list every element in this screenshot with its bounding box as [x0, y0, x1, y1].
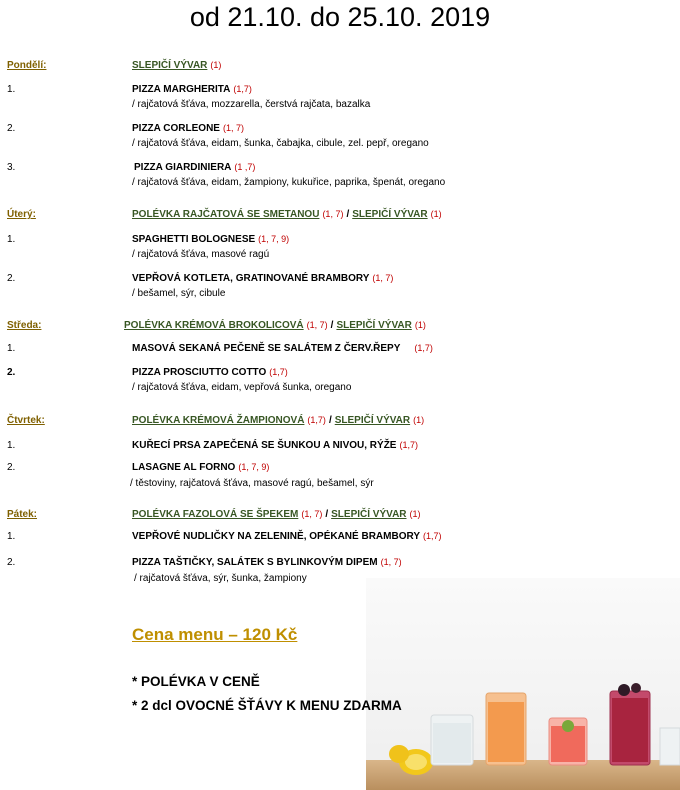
dish-description: / rajčatová šťáva, eidam, šunka, čabajka, cibule, zel. pepř, oregano [132, 138, 429, 149]
day-label-wednesday: Středa: [7, 320, 42, 331]
dish-title: LASAGNE AL FORNO [132, 462, 236, 473]
soup-name: POLÉVKA RAJČATOVÁ SE SMETANOU [132, 209, 320, 220]
dish-allergens: (1,7) [269, 367, 288, 377]
dish-title: VEPŘOVÉ NUDLIČKY NA ZELENINĚ, OPÉKANÉ BRAMBORY [132, 531, 420, 542]
dish-number: 2. [7, 557, 16, 568]
soup-name: SLEPIČÍ VÝVAR [334, 415, 411, 426]
soup-allergens: (1) [414, 320, 426, 330]
soup-allergens: (1,7) [307, 415, 326, 425]
dish-number: 3. [7, 162, 16, 173]
dish-name [132, 440, 418, 451]
dish-title: KUŘECÍ PRSA ZAPEČENÁ SE ŠUNKOU A NIVOU, RÝŽE [132, 440, 397, 451]
dish-number: 1. [7, 531, 16, 542]
soup-allergens: (1) [210, 60, 222, 70]
dish-name [134, 162, 255, 173]
soup-line-thursday [132, 415, 424, 426]
dish-description: / rajčatová šťáva, sýr, šunka, žampiony [134, 573, 307, 584]
dish-number: 2. [7, 273, 16, 284]
dish-title: PIZZA TAŠTIČKY, SALÁTEK S BYLINKOVÝM DIPEM [132, 557, 378, 568]
soup-name: POLÉVKA FAZOLOVÁ SE ŠPEKEM [132, 509, 299, 520]
dish-description: / bešamel, sýr, cibule [132, 288, 226, 299]
dish-title: PIZZA MARGHERITA [132, 84, 231, 95]
dish-description: / rajčatová šťáva, eidam, vepřová šunka, oregano [132, 382, 352, 393]
soup-line-wednesday [124, 320, 426, 331]
dish-number: 1. [7, 84, 16, 95]
day-label-friday: Pátek: [7, 509, 38, 520]
dish-allergens: (1, 7) [380, 557, 402, 567]
menu-price: Cena menu – 120 Kč [132, 625, 298, 644]
soup-line-friday [132, 509, 421, 520]
dish-allergens: (1, 7) [372, 273, 394, 283]
soup-allergens: (1, 7) [306, 320, 328, 330]
dish-name [132, 557, 402, 568]
dish-name [132, 462, 269, 473]
dish-allergens: (1 ,7) [234, 162, 256, 172]
dish-number: 1. [7, 234, 16, 245]
drinks-photo-illustration [366, 578, 680, 790]
dish-title: PIZZA GIARDINIERA [134, 162, 232, 173]
soup-allergens: (1) [409, 509, 421, 519]
dish-name [132, 123, 244, 134]
dish-allergens: (1, 7) [222, 123, 244, 133]
dish-number: 2. [7, 367, 16, 378]
note-free-juice: * 2 dcl OVOCNÉ ŠŤÁVY K MENU ZDARMA [132, 698, 402, 713]
dish-title: MASOVÁ SEKANÁ PEČENĚ SE SALÁTEM Z ČERV.ŘEPY [132, 343, 401, 354]
dish-number: 1. [7, 440, 16, 451]
menu-title: od 21.10. do 25.10. 2019 [189, 2, 491, 32]
dish-title: VEPŘOVÁ KOTLETA, GRATINOVANÉ BRAMBORY [132, 273, 370, 284]
dish-description: / rajčatová šťáva, mozzarella, čerstvá rajčata, bazalka [132, 99, 371, 110]
dish-name [132, 531, 442, 542]
soup-separator: / [346, 209, 350, 220]
soup-separator: / [328, 415, 332, 426]
dish-name [132, 343, 433, 354]
soup-allergens: (1) [430, 209, 442, 219]
dish-name [132, 84, 252, 95]
dish-allergens: (1, 7, 9) [258, 234, 290, 244]
soup-name: POLÉVKA KRÉMOVÁ BROKOLICOVÁ [124, 320, 304, 331]
dish-number: 1. [7, 343, 16, 354]
dish-name [132, 234, 289, 245]
dish-allergens: (1,7) [233, 84, 252, 94]
dish-title: PIZZA PROSCIUTTO COTTO [132, 367, 267, 378]
soup-separator: / [330, 320, 334, 331]
note-soup-included: * POLÉVKA V CENĚ [132, 674, 260, 689]
dish-description: / rajčatová šťáva, eidam, žampiony, kukuřice, paprika, špenát, oregano [132, 177, 446, 188]
dish-description: / těstoviny, rajčatová šťáva, masové ragú, bešamel, sýr [130, 478, 374, 489]
dish-number: 2. [7, 462, 16, 473]
dish-number: 2. [7, 123, 16, 134]
soup-name: SLEPIČÍ VÝVAR [352, 209, 428, 220]
soup-allergens: (1) [413, 415, 425, 425]
day-label-tuesday: Úterý: [7, 209, 36, 220]
dish-allergens: (1,7) [414, 343, 433, 353]
dish-allergens: (1,7) [423, 531, 442, 541]
soup-allergens: (1, 7) [301, 509, 323, 519]
soup-name: SLEPIČÍ VÝVAR [132, 60, 208, 71]
dish-title: PIZZA CORLEONE [132, 123, 220, 134]
dish-allergens: (1,7) [399, 440, 418, 450]
drinks-photo [366, 578, 680, 790]
soup-line-monday [132, 60, 221, 71]
soup-name: SLEPIČÍ VÝVAR [336, 320, 412, 331]
dish-name [132, 273, 393, 284]
soup-line-tuesday [132, 209, 442, 220]
dish-title: SPAGHETTI BOLOGNESE [132, 234, 256, 245]
dish-description: / rajčatová šťáva, masové ragú [132, 249, 270, 260]
soup-allergens: (1, 7) [322, 209, 344, 219]
dish-allergens: (1, 7, 9) [238, 462, 270, 472]
day-label-thursday: Čtvrtek: [7, 415, 45, 426]
soup-name: SLEPIČÍ VÝVAR [331, 509, 407, 520]
day-label-monday: Pondělí: [7, 60, 47, 71]
soup-separator: / [325, 509, 329, 520]
dish-name [132, 367, 288, 378]
soup-name: POLÉVKA KRÉMOVÁ ŽAMPIONOVÁ [132, 415, 305, 426]
